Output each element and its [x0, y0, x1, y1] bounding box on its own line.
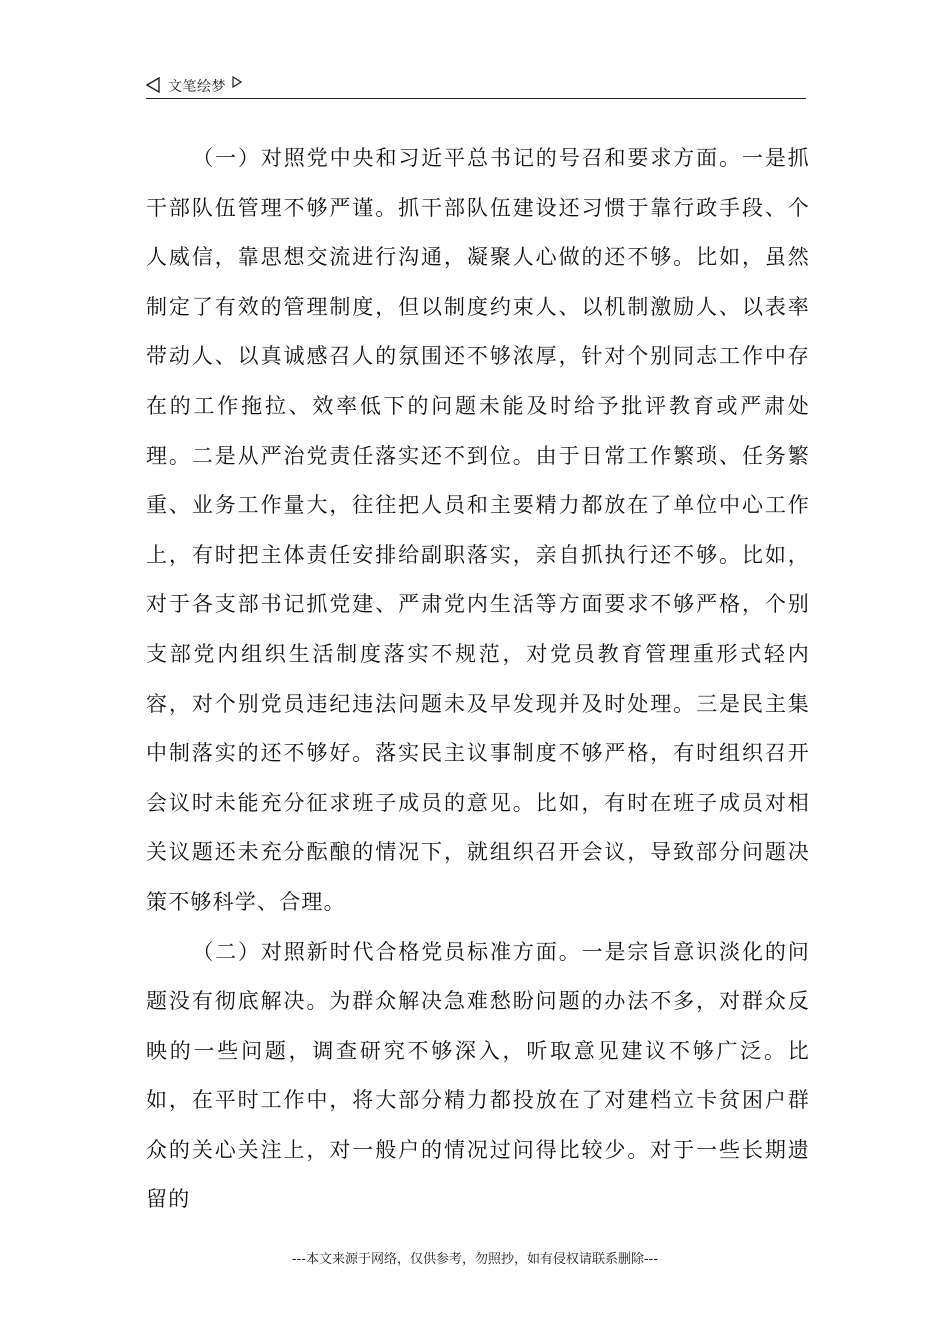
paragraph-1: （一）对照党中央和习近平总书记的号召和要求方面。一是抓干部队伍管理不够严谨。抓干部队伍建设还习惯于靠行政手段、个人威信，靠思想交流进行沟通，凝聚人心做的还不够。比如，虽然制定了有效的管理制度，但以制度约束人、以机制激励人、以表率带动人、以真诚感召人的氛围还不够浓厚，针对个别同志工作中存在的工作拖拉、效率低下的问题未能及时给予批评教育或严肃处理。二是从严治党责任落实还不到位。由于日常工作繁琐、任务繁重、业务工作量大，往往把人员和主要精力都放在了单位中心工作上，有时把主体责任安排给副职落实，亲自抓执行还不够。比如，对于各支部书记抓党建、严肃党内生活等方面要求不够严格，个别支部党内组织生活制度落实不规范，对党员教育管理重形式轻内容，对个别党员违纪违法问题未及早发现并及时处理。三是民主集中制落实的还不够好。落实民主议事制度不够严格，有时组织召开会议时未能充分征求班子成员的意见。比如，有时在班子成员对相关议题还未充分酝酿的情况下，就组织召开会议，导致部分问题决策不够科学、合理。	[146, 146, 810, 914]
triangle-left-outline-icon	[146, 77, 160, 93]
triangle-right-outline-icon	[232, 76, 242, 88]
page-header	[146, 72, 806, 99]
footer-disclaimer: ---本文来源于网络，仅供参考，勿照抄，如有侵权请联系删除---	[291, 1252, 659, 1267]
header-title: 文笔绘梦	[168, 79, 226, 95]
paragraph-2: （二）对照新时代合格党员标准方面。一是宗旨意识淡化的问题没有彻底解决。为群众解决急难愁盼问题的办法不多，对群众反映的一些问题，调查研究不够深入，听取意见建议不够广泛。比如，在平时工作中，将大部分精力都投放在了对建档立卡贫困户群众的关心关注上，对一般户的情况过问得比较少。对于一些长期遗留的	[146, 939, 810, 1212]
document-body	[146, 134, 810, 1225]
